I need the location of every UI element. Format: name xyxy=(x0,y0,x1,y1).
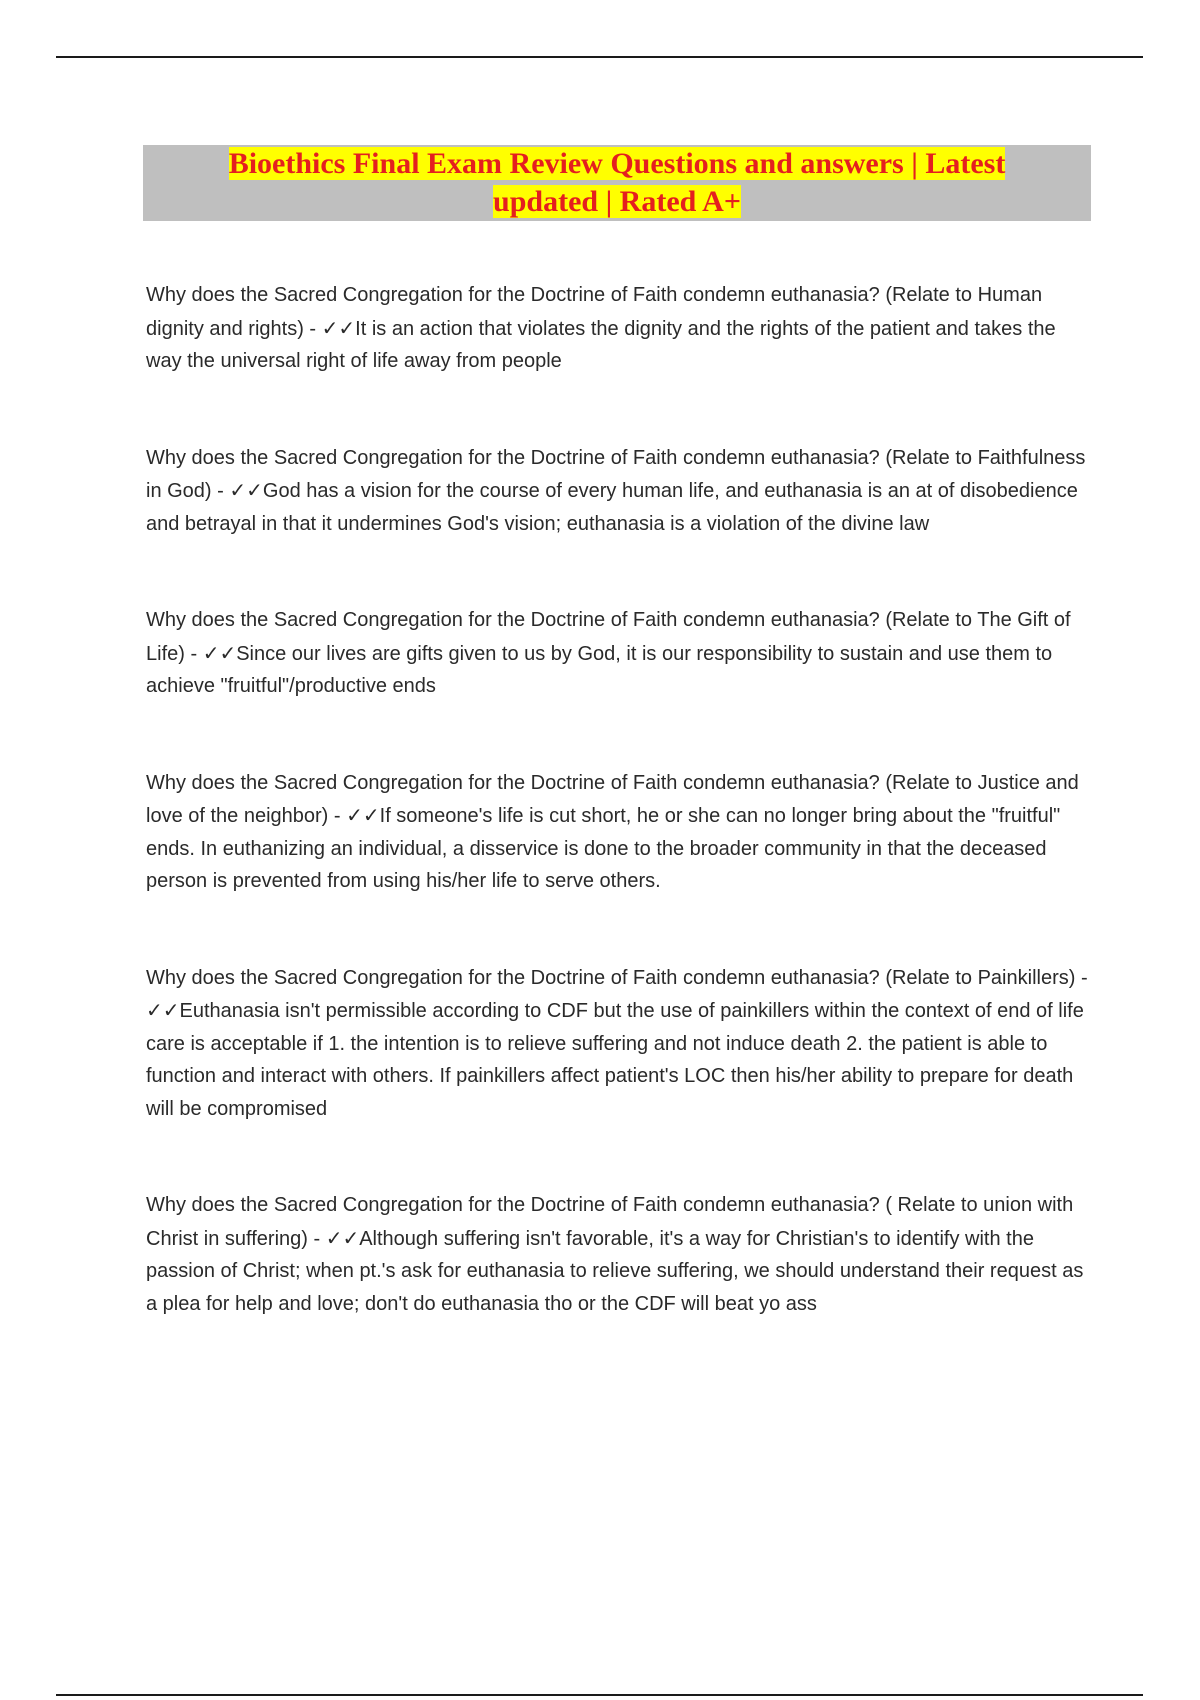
check-icon: ✓✓ xyxy=(202,640,237,665)
title-band xyxy=(143,145,1091,221)
separator: - xyxy=(303,317,322,340)
qa-item xyxy=(146,962,1091,1126)
answer-text: If someone's life is cut short, he or she can no longer bring about the "fruitful" ends. In euthanizing an individual, a disservice is done to the broader community in that the deceased person is prevented from using his/her life to serve others. xyxy=(146,805,1061,892)
qa-item xyxy=(146,767,1091,898)
qa-item xyxy=(146,442,1091,541)
qa-list xyxy=(146,279,1091,1320)
separator: - xyxy=(1075,966,1088,989)
check-icon: ✓✓ xyxy=(229,478,263,502)
question-text: Why does the Sacred Congregation for the Doctrine of Faith condemn euthanasia? (Relate to Faithfulness in God) xyxy=(146,446,1086,502)
footer-rule xyxy=(56,1694,1143,1696)
separator: - xyxy=(184,642,203,665)
question-text: Why does the Sacred Congregation for the Doctrine of Faith condemn euthanasia? (Relate to Painkillers) xyxy=(146,966,1076,989)
document-title-highlight: Bioethics Final Exam Review Questions and answers | Latest updated | Rated A+ xyxy=(228,147,1006,218)
header-rule xyxy=(56,56,1143,58)
separator: - xyxy=(328,805,347,827)
check-icon: ✓✓ xyxy=(321,315,356,340)
separator: - xyxy=(307,1227,326,1250)
check-icon: ✓✓ xyxy=(146,998,180,1022)
answer-text: Euthanasia isn't permissible according to CDF but the use of painkillers within the context of end of life care is acceptable if 1. the intention is to relieve suffering and not induce death 2. the patient is able to function and interact with others. If painkillers affect patient's LOC then his/her ability to prepare for death will be compromised xyxy=(146,1000,1084,1120)
qa-item xyxy=(146,279,1091,378)
document-title xyxy=(187,145,1047,221)
question-text: Why does the Sacred Congregation for the Doctrine of Faith condemn euthanasia? (Relate to Justice and love of the neighbor) xyxy=(146,771,1079,827)
check-icon: ✓✓ xyxy=(325,1225,360,1250)
answer-text: God has a vision for the course of every human life, and euthanasia is an at of disobedience and betrayal in that it undermines God's vision; euthanasia is a violation of the divine law xyxy=(146,480,1078,535)
separator: - xyxy=(211,480,230,502)
answer-text: Since our lives are gifts given to us by God, it is our responsibility to sustain and use them to achieve "fruitful"/productive ends xyxy=(146,642,1053,697)
check-icon: ✓✓ xyxy=(346,803,380,827)
question-text: Why does the Sacred Congregation for the Doctrine of Faith condemn euthanasia? (Relate to Human dignity and rights) xyxy=(146,284,1043,340)
question-text: Why does the Sacred Congregation for the Doctrine of Faith condemn euthanasia? ( Relate to union with Christ in suffering) xyxy=(146,1194,1074,1250)
question-text: Why does the Sacred Congregation for the Doctrine of Faith condemn euthanasia? (Relate to The Gift of Life) xyxy=(146,609,1071,665)
qa-item xyxy=(146,604,1091,703)
answer-text: Although suffering isn't favorable, it's a way for Christian's to identify with the passion of Christ; when pt.'s ask for euthanasia to relieve suffering, we should understand their request as a plea for help and love; don't do euthanasia tho or the CDF will beat yo ass xyxy=(146,1227,1084,1315)
qa-item xyxy=(146,1189,1091,1320)
answer-text: It is an action that violates the dignity and the rights of the patient and takes the way the universal right of life away from people xyxy=(146,317,1056,372)
